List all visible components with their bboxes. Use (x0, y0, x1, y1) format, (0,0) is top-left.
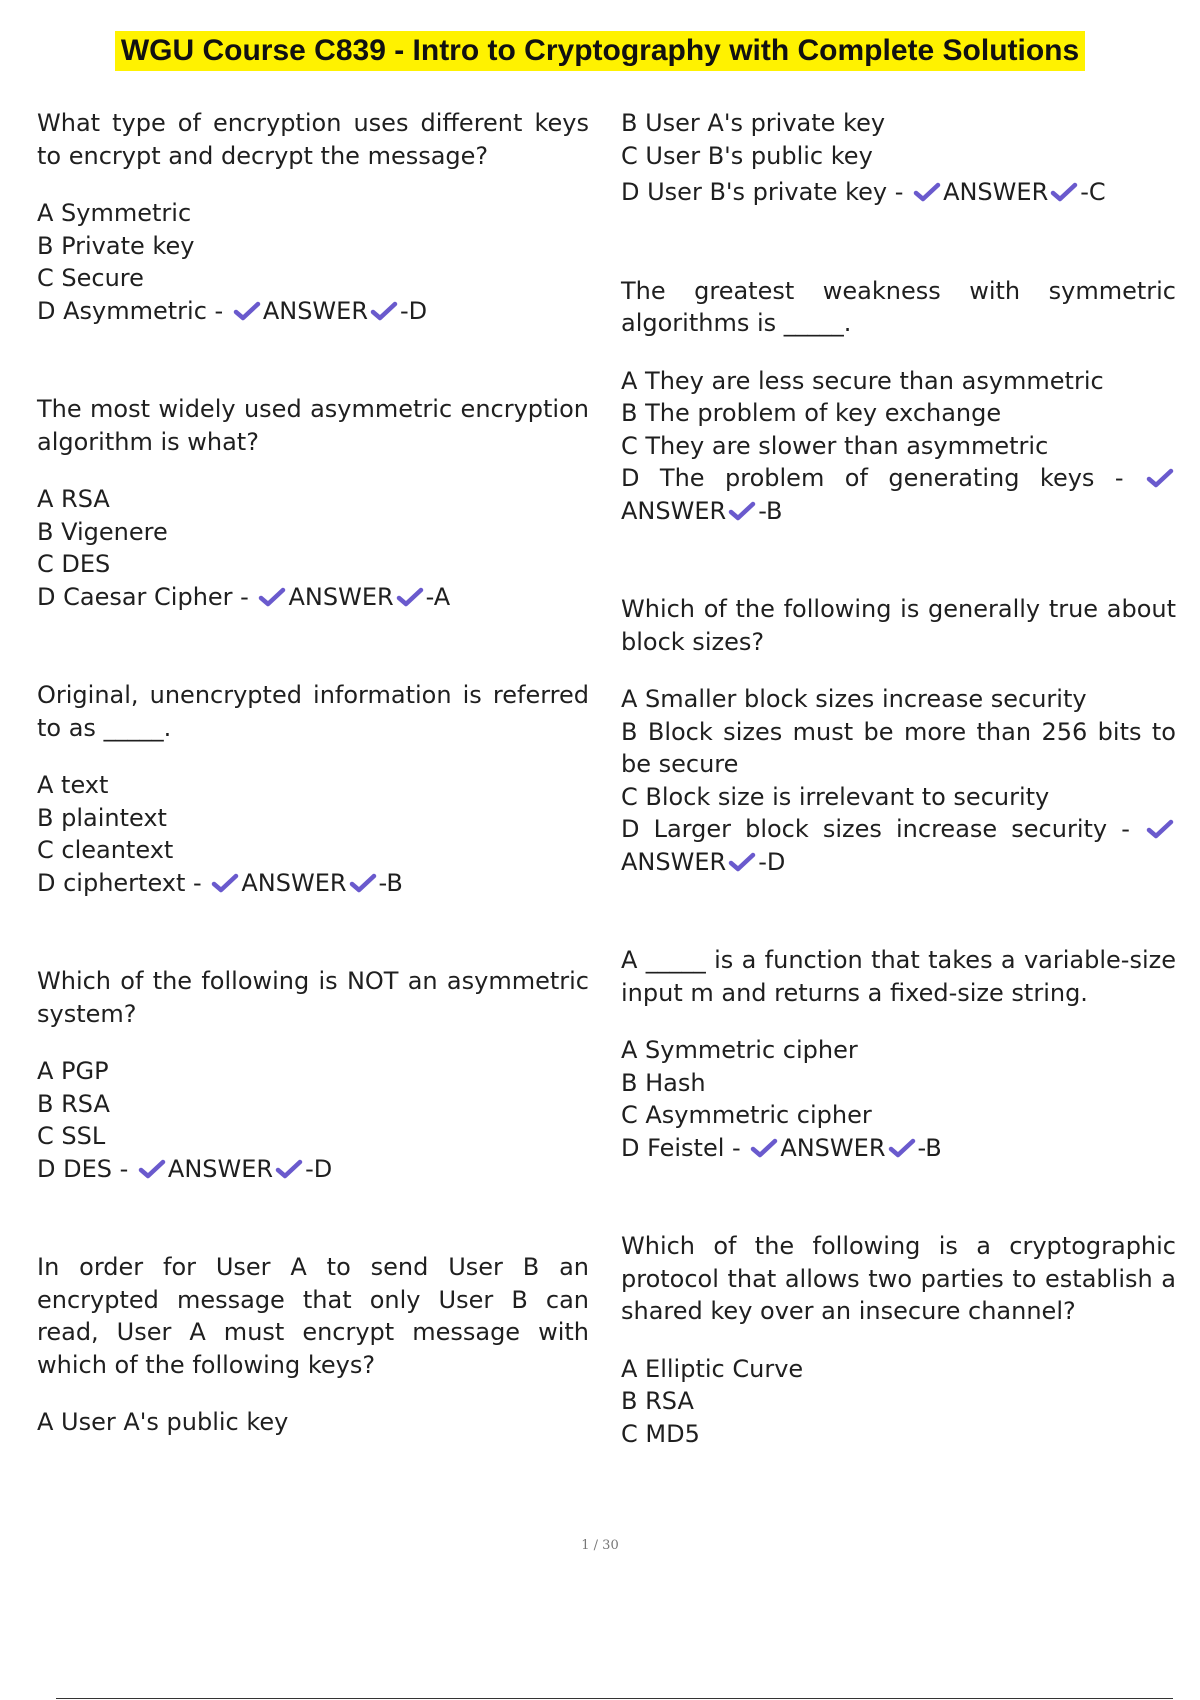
option: D Caesar Cipher - (37, 582, 249, 611)
answer-value: -D (758, 847, 786, 876)
option: B Block sizes must be more than 256 bits to be secure (621, 717, 1176, 778)
check-icon (728, 501, 756, 521)
question-block (37, 679, 589, 899)
answer-value: -B (917, 1133, 942, 1162)
check-icon (1050, 182, 1078, 202)
question-block (621, 1230, 1176, 1450)
answer-label: ANSWER (167, 1154, 274, 1183)
option: A They are less secure than asymmetric (621, 366, 1104, 395)
answer-line (37, 581, 589, 614)
option: D DES - (37, 1154, 129, 1183)
option: B RSA (621, 1387, 694, 1415)
option: C Secure (37, 264, 144, 292)
answer-line (621, 462, 1176, 527)
check-icon (275, 1159, 303, 1179)
check-icon (370, 301, 398, 321)
answer-value: -D (400, 296, 428, 325)
option: D ciphertext - (37, 868, 202, 897)
check-icon (1146, 468, 1174, 488)
check-icon (349, 873, 377, 893)
question-text: Which of the following is NOT an asymmetric system? (37, 967, 589, 1028)
question-block-continued (621, 107, 1176, 209)
answer-label: ANSWER (943, 178, 1049, 206)
answer-line (37, 1153, 589, 1186)
question-block (37, 393, 589, 613)
question-block (37, 107, 589, 327)
option: C Block size is irrelevant to security (621, 782, 1050, 811)
option: A Symmetric cipher (621, 1036, 858, 1064)
question-text: Original, unencrypted information is referred to as _____. (37, 681, 589, 742)
option: D Asymmetric - (37, 296, 224, 325)
answer-line (621, 176, 1176, 209)
option: A Elliptic Curve (621, 1354, 804, 1383)
page-number: 1 / 30 (581, 1538, 619, 1553)
option: C They are slower than asymmetric (621, 431, 1049, 460)
answer-value: -A (425, 582, 451, 611)
question-block (37, 1251, 589, 1439)
question-text: A _____ is a function that takes a variable-size input m and returns a fixed-size string. (621, 946, 1176, 1007)
option: D Larger block sizes increase security - (621, 815, 1130, 843)
answer-value: -B (378, 868, 403, 897)
page-title: WGU Course C839 - Intro to Cryptography with Complete Solutions (0, 30, 1200, 71)
answer-label: ANSWER (780, 1133, 886, 1162)
check-icon (728, 852, 756, 872)
footer-divider (56, 1698, 1173, 1699)
check-icon (138, 1159, 166, 1179)
answer-label: ANSWER (288, 582, 394, 611)
question-text: In order for User A to send User B an encrypted message that only User B can read, User A must encrypt message with which of the following keys? (37, 1253, 589, 1379)
question-text: Which of the following is a cryptographic protocol that allows two parties to establish a shared key over an insecure channel? (621, 1232, 1176, 1325)
option: A Symmetric (37, 199, 192, 227)
option: A User A's public key (37, 1408, 289, 1436)
option: B plaintext (37, 803, 167, 832)
option: B The problem of key exchange (621, 399, 1002, 427)
check-icon (1146, 819, 1174, 839)
answer-line (37, 867, 589, 900)
option: D The problem of generating keys - (621, 464, 1124, 492)
option: D User B's private key - (621, 178, 904, 206)
check-icon (888, 1138, 916, 1158)
left-column (37, 107, 589, 1439)
option: C User B's public key (621, 141, 873, 170)
answer-value: -D (305, 1154, 333, 1183)
option: C DES (37, 550, 111, 578)
question-text: The most widely used asymmetric encryption algorithm is what? (37, 395, 589, 456)
check-icon (750, 1138, 778, 1158)
answer-line (621, 1132, 1176, 1165)
question-block (621, 944, 1176, 1164)
check-icon (258, 587, 286, 607)
answer-label: ANSWER (621, 847, 727, 876)
option: A RSA (37, 485, 110, 513)
answer-line (37, 295, 589, 328)
answer-line (621, 813, 1176, 878)
option: B Hash (621, 1068, 706, 1097)
check-icon (233, 301, 261, 321)
option: C Asymmetric cipher (621, 1101, 872, 1129)
question-text: Which of the following is generally true about block sizes? (621, 595, 1176, 656)
check-icon (913, 182, 941, 202)
option: C cleantext (37, 836, 174, 864)
answer-label: ANSWER (241, 868, 347, 897)
right-column (621, 107, 1176, 1450)
question-block (37, 965, 589, 1185)
option: B Vigenere (37, 517, 168, 546)
question-block (621, 275, 1176, 528)
option: C MD5 (621, 1419, 700, 1448)
option: B RSA (37, 1089, 110, 1118)
answer-label: ANSWER (262, 296, 369, 325)
option: A PGP (37, 1057, 109, 1085)
question-text: The greatest weakness with symmetric algorithms is _____. (621, 276, 1176, 337)
answer-value: -C (1080, 178, 1106, 206)
question-block (621, 593, 1176, 878)
option: D Feistel - (621, 1133, 741, 1162)
option: B User A's private key (621, 109, 886, 137)
option: A text (37, 771, 109, 799)
check-icon (211, 873, 239, 893)
option: A Smaller block sizes increase security (621, 685, 1087, 713)
answer-label: ANSWER (621, 496, 727, 525)
answer-value: -B (758, 496, 783, 525)
question-text: What type of encryption uses different keys to encrypt and decrypt the message? (37, 109, 589, 170)
check-icon (396, 587, 424, 607)
option: C SSL (37, 1122, 106, 1150)
option: B Private key (37, 231, 195, 260)
